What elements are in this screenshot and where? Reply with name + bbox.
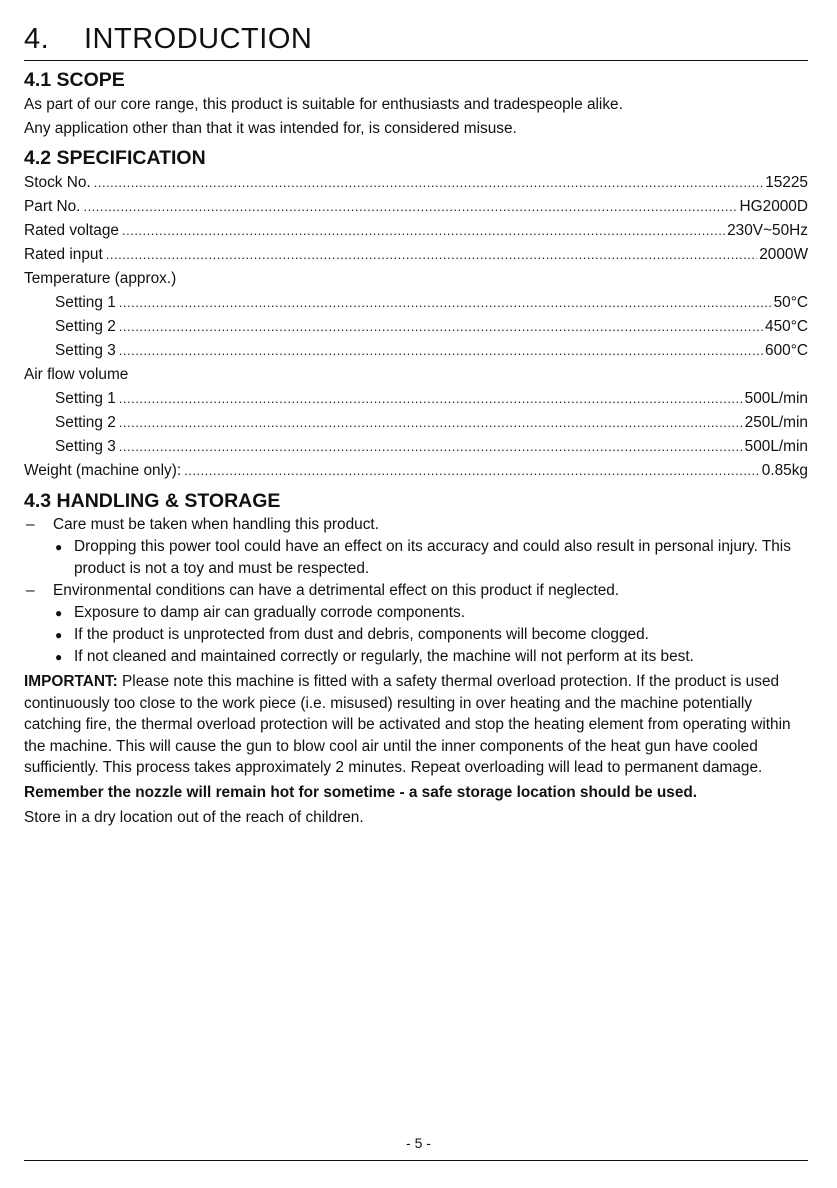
spec-row-temperature-setting-1 — [24, 291, 808, 315]
spec-value: 500L/min — [744, 390, 808, 407]
handling-item-text: Environmental conditions can have a detrimental effect on this product if neglected. — [53, 582, 620, 599]
spec-label: Rated input — [24, 246, 103, 263]
handling-bullet-dropping — [24, 536, 808, 580]
handling-bullet-cleaning — [24, 646, 808, 668]
spec-label: Setting 3 — [55, 342, 116, 359]
bullet-text: Exposure to damp air can gradually corrode components. — [74, 604, 465, 621]
bullet-icon: ● — [55, 650, 63, 664]
handling-bullet-dust — [24, 624, 808, 646]
leader-dots — [119, 291, 772, 315]
page-number: - 5 - — [406, 1135, 431, 1151]
spec-label: Setting 2 — [55, 318, 116, 335]
bullet-icon: ● — [55, 540, 63, 554]
bullet-icon: ● — [55, 606, 63, 620]
handling-bullet-damp — [24, 602, 808, 624]
spec-label: Setting 1 — [55, 390, 116, 407]
spec-value: 2000W — [759, 246, 808, 263]
spec-label: Setting 3 — [55, 438, 116, 455]
important-label: IMPORTANT: — [24, 673, 118, 690]
spec-row-rated-input — [24, 243, 808, 267]
spec-value: 250L/min — [744, 414, 808, 431]
bullet-text: If not cleaned and maintained correctly or regularly, the machine will not perform at its best. — [74, 648, 694, 665]
spec-row-part-no — [24, 195, 808, 219]
dash-marker: – — [26, 516, 35, 533]
spec-value: HG2000D — [739, 198, 808, 215]
important-text: Please note this machine is fitted with a safety thermal overload protection. If the product is used continuously too close to the work piece (i.e. misused) resulting in over heating and the machine potentially catching fire, the thermal overload protection will be activated and stop the heating element from operating within the machine. This will cause the gun to blow cool air until the inner components of the heat gun have cooled sufficiently. This process takes approximately 2 minutes. Repeat overloading will lead to permanent damage. — [24, 673, 791, 777]
spec-label: Setting 1 — [55, 294, 116, 311]
spec-row-weight — [24, 459, 808, 483]
spec-row-airflow-setting-3 — [24, 435, 808, 459]
handling-item-environment — [24, 580, 808, 602]
storage-note: Store in a dry location out of the reach of children. — [24, 808, 364, 826]
bullet-text: Dropping this power tool could have an effect on its accuracy and could also result in personal injury. This product is not a toy and must be respected. — [74, 538, 791, 577]
spec-row-temperature-setting-2 — [24, 315, 808, 339]
chapter-number: 4. — [24, 23, 50, 55]
leader-dots — [94, 171, 763, 195]
leader-dots — [122, 219, 725, 243]
leader-dots — [119, 339, 763, 363]
spec-value: 450°C — [765, 318, 808, 335]
spec-row-temperature-setting-3 — [24, 339, 808, 363]
leader-dots — [106, 243, 758, 267]
important-paragraph — [24, 671, 808, 779]
spec-row-airflow-setting-2 — [24, 411, 808, 435]
spec-airflow-heading: Air flow volume — [24, 366, 129, 383]
leader-dots — [119, 387, 743, 411]
specification-heading: 4.2 SPECIFICATION — [24, 147, 206, 169]
spec-row-rated-voltage — [24, 219, 808, 243]
spec-value: 0.85kg — [761, 462, 808, 479]
scope-line-2: Any application other than that it was intended for, is considered misuse. — [24, 120, 517, 137]
leader-dots — [119, 411, 743, 435]
bullet-icon: ● — [55, 628, 63, 642]
spec-temperature-heading: Temperature (approx.) — [24, 270, 177, 287]
spec-row-airflow-setting-1 — [24, 387, 808, 411]
scope-line-1: As part of our core range, this product is suitable for enthusiasts and tradespeople alike. — [24, 96, 623, 113]
spec-value: 50°C — [773, 294, 808, 311]
dash-marker: – — [26, 582, 35, 599]
spec-value: 600°C — [765, 342, 808, 359]
handling-item-text: Care must be taken when handling this product. — [53, 516, 379, 533]
leader-dots — [184, 459, 760, 483]
spec-label: Rated voltage — [24, 222, 119, 239]
nozzle-warning: Remember the nozzle will remain hot for sometime - a safe storage location should be used. — [24, 783, 698, 801]
spec-value: 500L/min — [744, 438, 808, 455]
handling-item-care — [24, 514, 808, 536]
spec-label: Weight (machine only): — [24, 462, 182, 479]
leader-dots — [119, 315, 763, 339]
scope-heading: 4.1 SCOPE — [24, 69, 125, 91]
spec-value: 15225 — [765, 174, 808, 191]
footer-rule — [24, 1160, 808, 1161]
leader-dots — [83, 195, 737, 219]
spec-value: 230V~50Hz — [727, 222, 808, 239]
leader-dots — [119, 435, 743, 459]
spec-label: Setting 2 — [55, 414, 116, 431]
manual-page — [24, 0, 808, 829]
spec-label: Part No. — [24, 198, 81, 215]
bullet-text: If the product is unprotected from dust and debris, components will become clogged. — [74, 626, 649, 643]
spec-label: Stock No. — [24, 174, 91, 191]
chapter-title-text: INTRODUCTION — [84, 23, 313, 55]
handling-heading: 4.3 HANDLING & STORAGE — [24, 490, 281, 512]
chapter-title — [24, 22, 808, 61]
spec-row-stock-no — [24, 171, 808, 195]
